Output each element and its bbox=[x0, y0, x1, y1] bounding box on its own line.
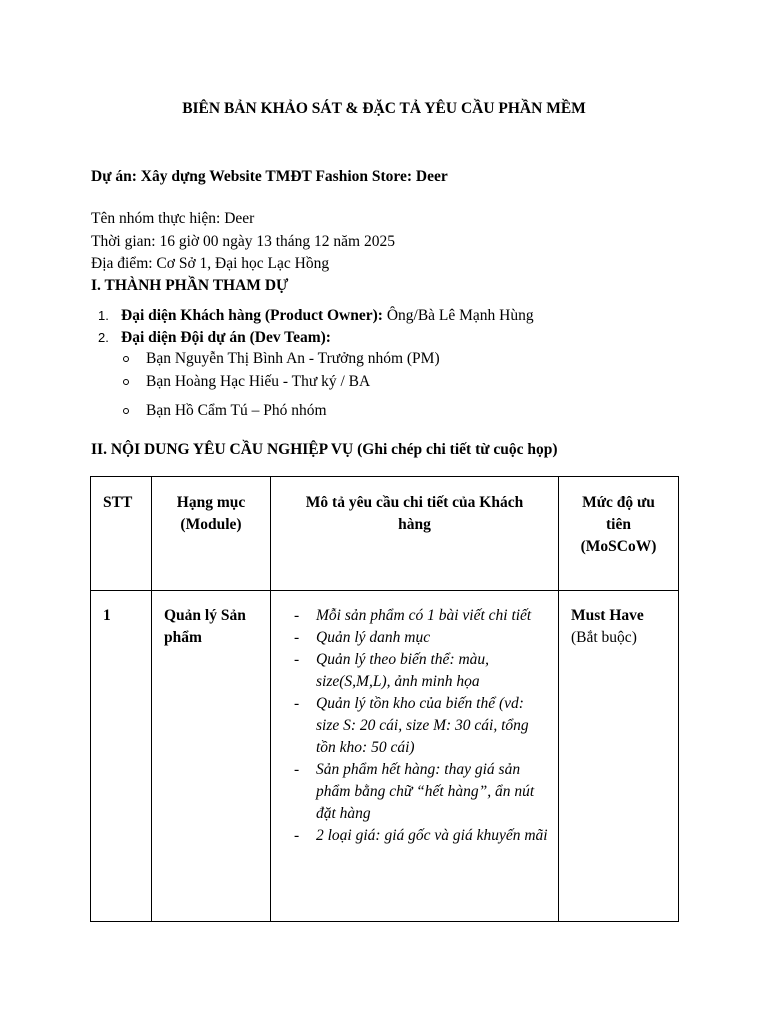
table-row bbox=[91, 591, 679, 922]
list-item-value: Ông/Bà Lê Mạnh Hùng bbox=[382, 307, 534, 324]
requirement-item: - Quản lý danh mục bbox=[271, 627, 548, 649]
priority-label: Must Have bbox=[571, 607, 644, 624]
project-name: Dự án: Xây dựng Website TMĐT Fashion Store: Deer bbox=[91, 168, 448, 185]
section-heading-requirements: II. NỘI DUNG YÊU CẦU NGHIỆP VỤ (Ghi chép chi tiết từ cuộc họp) bbox=[91, 441, 558, 458]
member-item bbox=[0, 400, 768, 422]
header-module: Hạng mục (Module) bbox=[152, 477, 271, 591]
meeting-location: Địa điểm: Cơ Sở 1, Đại học Lạc Hồng bbox=[91, 255, 330, 272]
requirement-list bbox=[271, 605, 548, 847]
header-stt: STT bbox=[91, 477, 152, 591]
requirement-item: - Sản phẩm hết hàng: thay giá sản phẩm bằng chữ “hết hàng”, ẩn nút đặt hàng bbox=[271, 759, 548, 825]
circle-bullet-icon bbox=[123, 408, 129, 414]
list-number: 2. bbox=[98, 330, 109, 345]
member-name: Bạn Hồ Cẩm Tú – Phó nhóm bbox=[146, 402, 327, 419]
list-item-label: Đại diện Khách hàng (Product Owner): bbox=[121, 307, 383, 324]
cell-module: Quản lý Sản phẩm bbox=[152, 591, 271, 922]
meeting-time: Thời gian: 16 giờ 00 ngày 13 tháng 12 năm 2025 bbox=[91, 233, 395, 250]
member-item bbox=[0, 348, 768, 370]
list-item-label: Đại diện Đội dự án (Dev Team): bbox=[121, 329, 331, 346]
requirement-item: - Quản lý theo biến thể: màu, size(S,M,L), ảnh minh họa bbox=[271, 649, 548, 693]
requirement-item: - Quản lý tồn kho của biến thể (vd: size S: 20 cái, size M: 30 cái, tổng tồn kho: 50 cái) bbox=[271, 693, 548, 759]
table-header-row bbox=[91, 477, 679, 591]
document-title: BIÊN BẢN KHẢO SÁT & ĐẶC TẢ YÊU CẦU PHẦN MỀM bbox=[182, 100, 586, 117]
circle-bullet-icon bbox=[123, 379, 129, 385]
header-description: Mô tả yêu cầu chi tiết của Khách hàng bbox=[271, 477, 559, 591]
list-item bbox=[0, 305, 768, 327]
cell-description bbox=[271, 591, 559, 922]
cell-stt: 1 bbox=[91, 591, 152, 922]
member-name: Bạn Nguyễn Thị Bình An - Trưởng nhóm (PM) bbox=[146, 350, 440, 367]
cell-priority bbox=[559, 591, 679, 922]
section-heading-attendees: I. THÀNH PHẦN THAM DỰ bbox=[91, 277, 289, 294]
requirement-item: - Mỗi sản phẩm có 1 bài viết chi tiết bbox=[271, 605, 548, 627]
list-item bbox=[0, 327, 768, 349]
member-item bbox=[0, 371, 768, 393]
team-name: Tên nhóm thực hiện: Deer bbox=[91, 210, 255, 227]
member-name: Bạn Hoàng Hạc Hiếu - Thư ký / BA bbox=[146, 373, 371, 390]
requirement-item: - 2 loại giá: giá gốc và giá khuyến mãi bbox=[271, 825, 548, 847]
header-priority: Mức độ ưu tiên (MoSCoW) bbox=[559, 477, 679, 591]
priority-note: (Bắt buộc) bbox=[571, 629, 637, 646]
circle-bullet-icon bbox=[123, 356, 129, 362]
list-number: 1. bbox=[98, 308, 109, 323]
requirements-table bbox=[90, 476, 679, 922]
list-item-text bbox=[121, 305, 534, 327]
